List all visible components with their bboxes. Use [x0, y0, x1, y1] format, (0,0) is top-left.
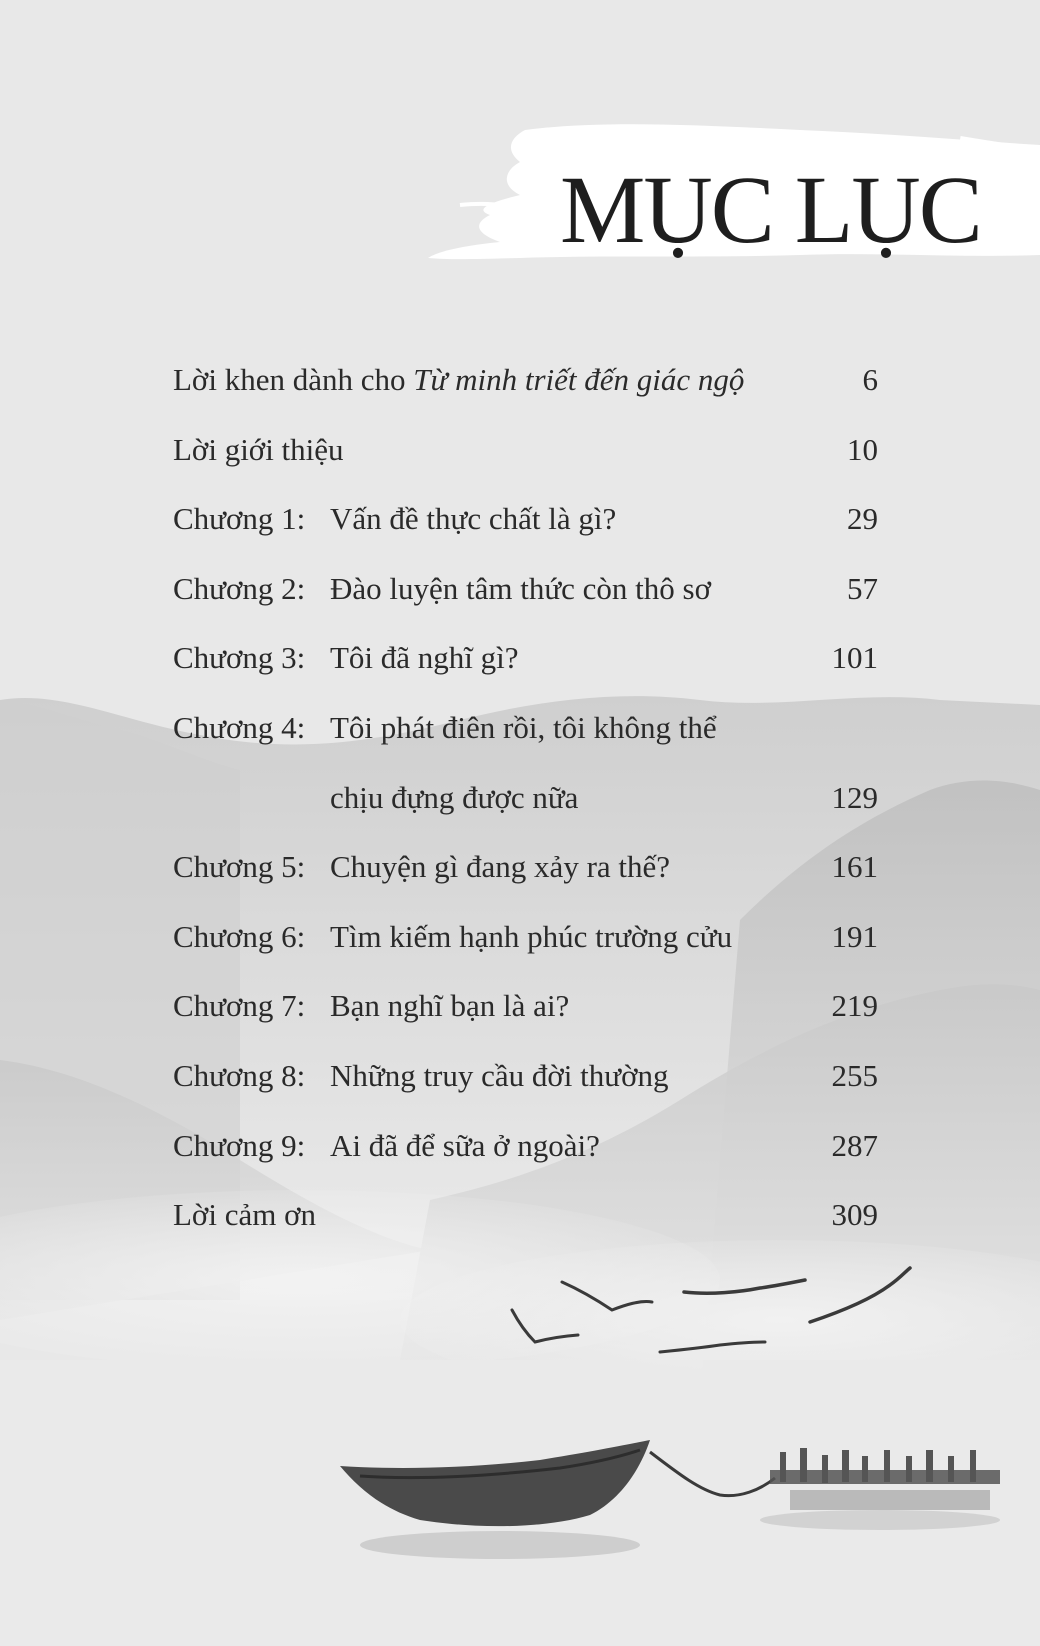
- toc-entry-chapter-8[interactable]: [173, 1041, 878, 1111]
- chapter-title: Vấn đề thực chất là gì?: [330, 501, 617, 537]
- chapter-title: Chuyện gì đang xảy ra thế?: [330, 849, 671, 885]
- chapter-number: Chương 2:: [173, 570, 306, 606]
- toc-page-number: 6: [862, 362, 878, 397]
- chapter-title: Bạn nghĩ bạn là ai?: [330, 988, 570, 1024]
- toc-page-number: 287: [831, 1127, 878, 1163]
- chapter-number: Chương 1:: [173, 501, 306, 537]
- toc-page-number: 161: [831, 849, 878, 885]
- toc-entry-introduction[interactable]: [173, 415, 878, 485]
- toc-page-number: 255: [831, 1057, 878, 1093]
- chapter-title-continued: chịu đựng được nữa: [330, 779, 579, 815]
- chapter-number: Chương 9:: [173, 1127, 306, 1163]
- toc-entry-chapter-5[interactable]: [173, 832, 878, 902]
- chapter-number: Chương 4:: [173, 709, 306, 745]
- chapter-number: Chương 3:: [173, 640, 306, 676]
- toc-entry-chapter-4-continued[interactable]: [173, 763, 878, 833]
- toc-entry-chapter-2[interactable]: [173, 554, 878, 624]
- chapter-title: Những truy cầu đời thường: [330, 1057, 669, 1093]
- page-title: MỤC LỤC: [560, 156, 981, 263]
- toc-entry-label: Lời giới thiệu: [173, 431, 344, 467]
- toc-entry-chapter-7[interactable]: [173, 971, 878, 1041]
- toc-entry-chapter-3[interactable]: [173, 623, 878, 693]
- toc-page-number: 57: [847, 570, 878, 606]
- chapter-title: Tôi phát điên rồi, tôi không thể: [330, 709, 717, 745]
- toc-entry-praise[interactable]: [173, 345, 878, 415]
- chapter-number: Chương 5:: [173, 849, 306, 885]
- toc-page-number: 219: [831, 988, 878, 1024]
- chapter-number: Chương 7:: [173, 988, 306, 1024]
- chapter-title: Tìm kiếm hạnh phúc trường cửu: [330, 918, 733, 954]
- toc-page-number: 101: [831, 640, 878, 676]
- toc-page-number: 129: [831, 779, 878, 815]
- toc-page-number: 191: [831, 918, 878, 954]
- book-title-italic: Từ minh triết đến giác ngộ: [413, 362, 745, 397]
- toc-entry-chapter-4[interactable]: [173, 693, 878, 763]
- chapter-title: Ai đã để sữa ở ngoài?: [330, 1127, 600, 1163]
- chapter-title: Đào luyện tâm thức còn thô sơ: [330, 570, 712, 606]
- toc-entry-label: Lời cảm ơn: [173, 1197, 316, 1233]
- toc-entry-acknowledgements[interactable]: [173, 1180, 878, 1250]
- toc-page-number: 309: [831, 1197, 878, 1233]
- toc-entry-chapter-9[interactable]: [173, 1111, 878, 1181]
- toc-page-number: 10: [847, 431, 878, 467]
- chapter-title: Tôi đã nghĩ gì?: [330, 640, 519, 676]
- chapter-number: Chương 6:: [173, 918, 306, 954]
- toc-list: [173, 345, 878, 1250]
- toc-entry-chapter-1[interactable]: [173, 484, 878, 554]
- toc-entry-label: Lời khen dành cho Từ minh triết đến giác ngộ: [173, 362, 745, 397]
- chapter-number: Chương 8:: [173, 1057, 306, 1093]
- toc-entry-chapter-6[interactable]: [173, 902, 878, 972]
- toc-page-number: 29: [847, 501, 878, 537]
